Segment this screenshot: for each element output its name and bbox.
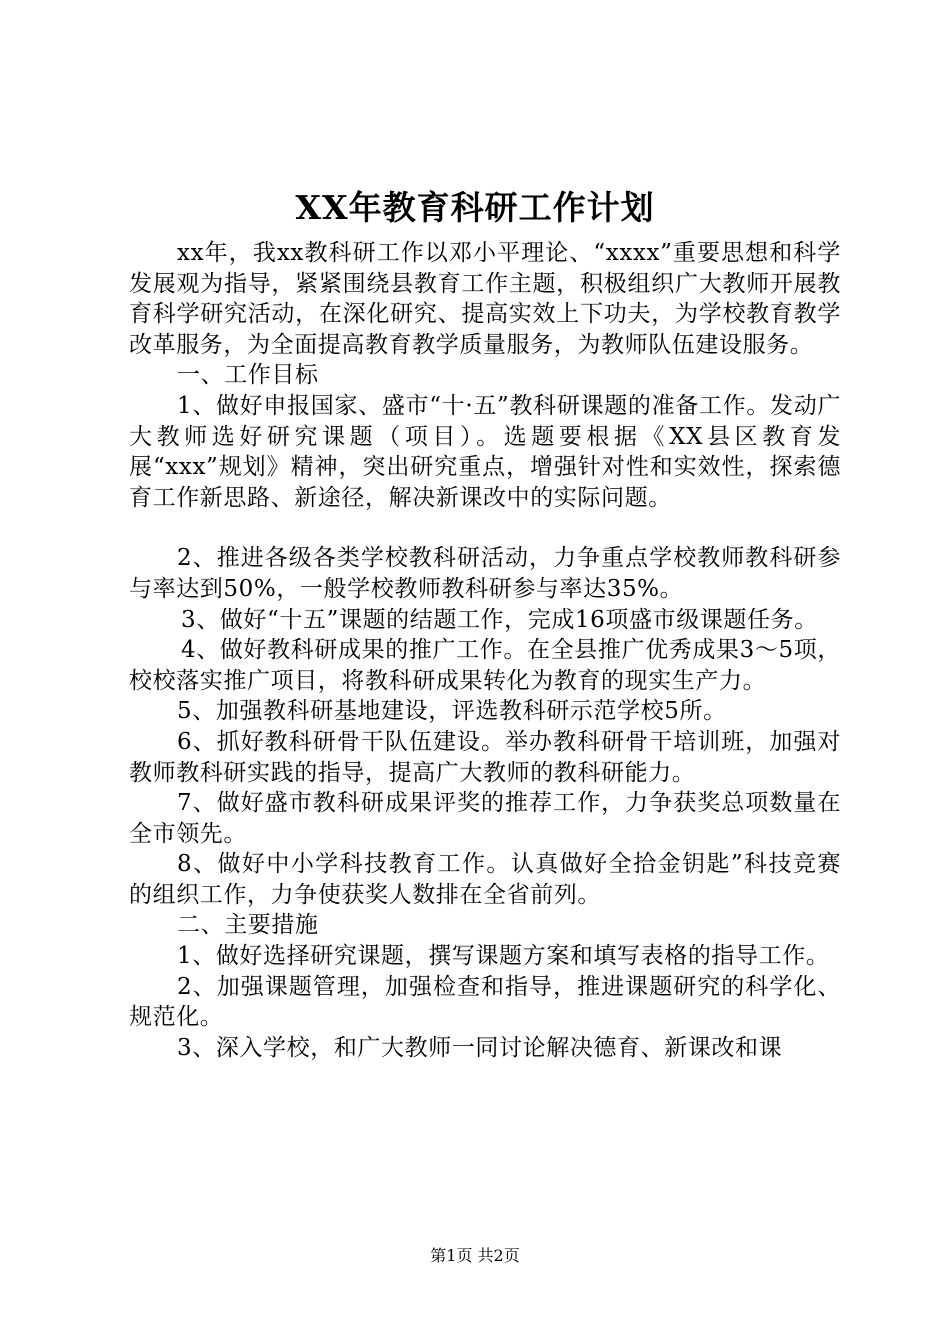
measure-item-1: 1、做好选择研究课题，撰写课题方案和填写表格的指导工作。 — [177, 943, 830, 970]
intro-paragraph: xx年，我xx教科研工作以邓小平理论、“xxxx”重要思想和科学发展观为指导，紧紧围绕县教育工作主题，积极组织广大教师开展教育科学研究活动，在深化研究、提高实效上下功夫，为学校教育教学改革服务，为全面提高教育教学质量服务，为教师队伍建设服务。 — [129, 240, 841, 358]
goal-item-8: 8、做好中小学科技教育工作。认真做好全拾金钥匙”科技竞赛的组织工作，力争使获奖人数排在全省前列。 — [129, 851, 841, 908]
section-heading-goals: 一、工作目标 — [177, 362, 319, 389]
page-footer: 第1页 共2页 — [430, 1246, 520, 1265]
section-heading-measures: 二、主要措施 — [177, 912, 319, 939]
document-title: XX年教育科研工作计划 — [295, 188, 655, 227]
measure-item-2: 2、加强课题管理，加强检查和指导，推进课题研究的科学化、规范化。 — [129, 973, 841, 1031]
paragraph-gap — [129, 513, 841, 543]
goal-item-1: 1、做好申报国家、盛市“十·五”教科研课题的准备工作。发动广大教师选好研究课题（项目）。选题要根据《XX县区教育发展“xxx”规划》精神，突出研究重点，增强针对性和实效性，探索德育工作新思路、新途径，解决新课改中的实际问题。 — [129, 392, 841, 511]
goal-item-6: 6、抓好教科研骨干队伍建设。举办教科研骨干培训班，加强对教师教科研实践的指导，提高广大教师的教科研能力。 — [129, 728, 841, 786]
goal-item-3: 3、做好“十五”课题的结题工作，完成16项盛市级课题任务。 — [181, 606, 818, 633]
goal-item-2: 2、推进各级各类学校教科研活动，力争重点学校教师教科研参与率达到50%，一般学校教师教科研参与率达35%。 — [129, 545, 841, 602]
measure-item-3: 3、深入学校，和广大教师一同讨论解决德育、新课改和课 — [177, 1034, 783, 1061]
document-body — [129, 238, 841, 1063]
goal-item-5: 5、加强教科研基地建设，评选教科研示范学校5所。 — [177, 698, 727, 725]
goal-item-4: 4、做好教科研成果的推广工作。在全县推广优秀成果3～5项，校校落实推广项目，将教科研成果转化为教育的现实生产力。 — [129, 637, 841, 694]
goal-item-7: 7、做好盛市教科研成果评奖的推荐工作，力争获奖总项数量在全市领先。 — [129, 790, 841, 847]
